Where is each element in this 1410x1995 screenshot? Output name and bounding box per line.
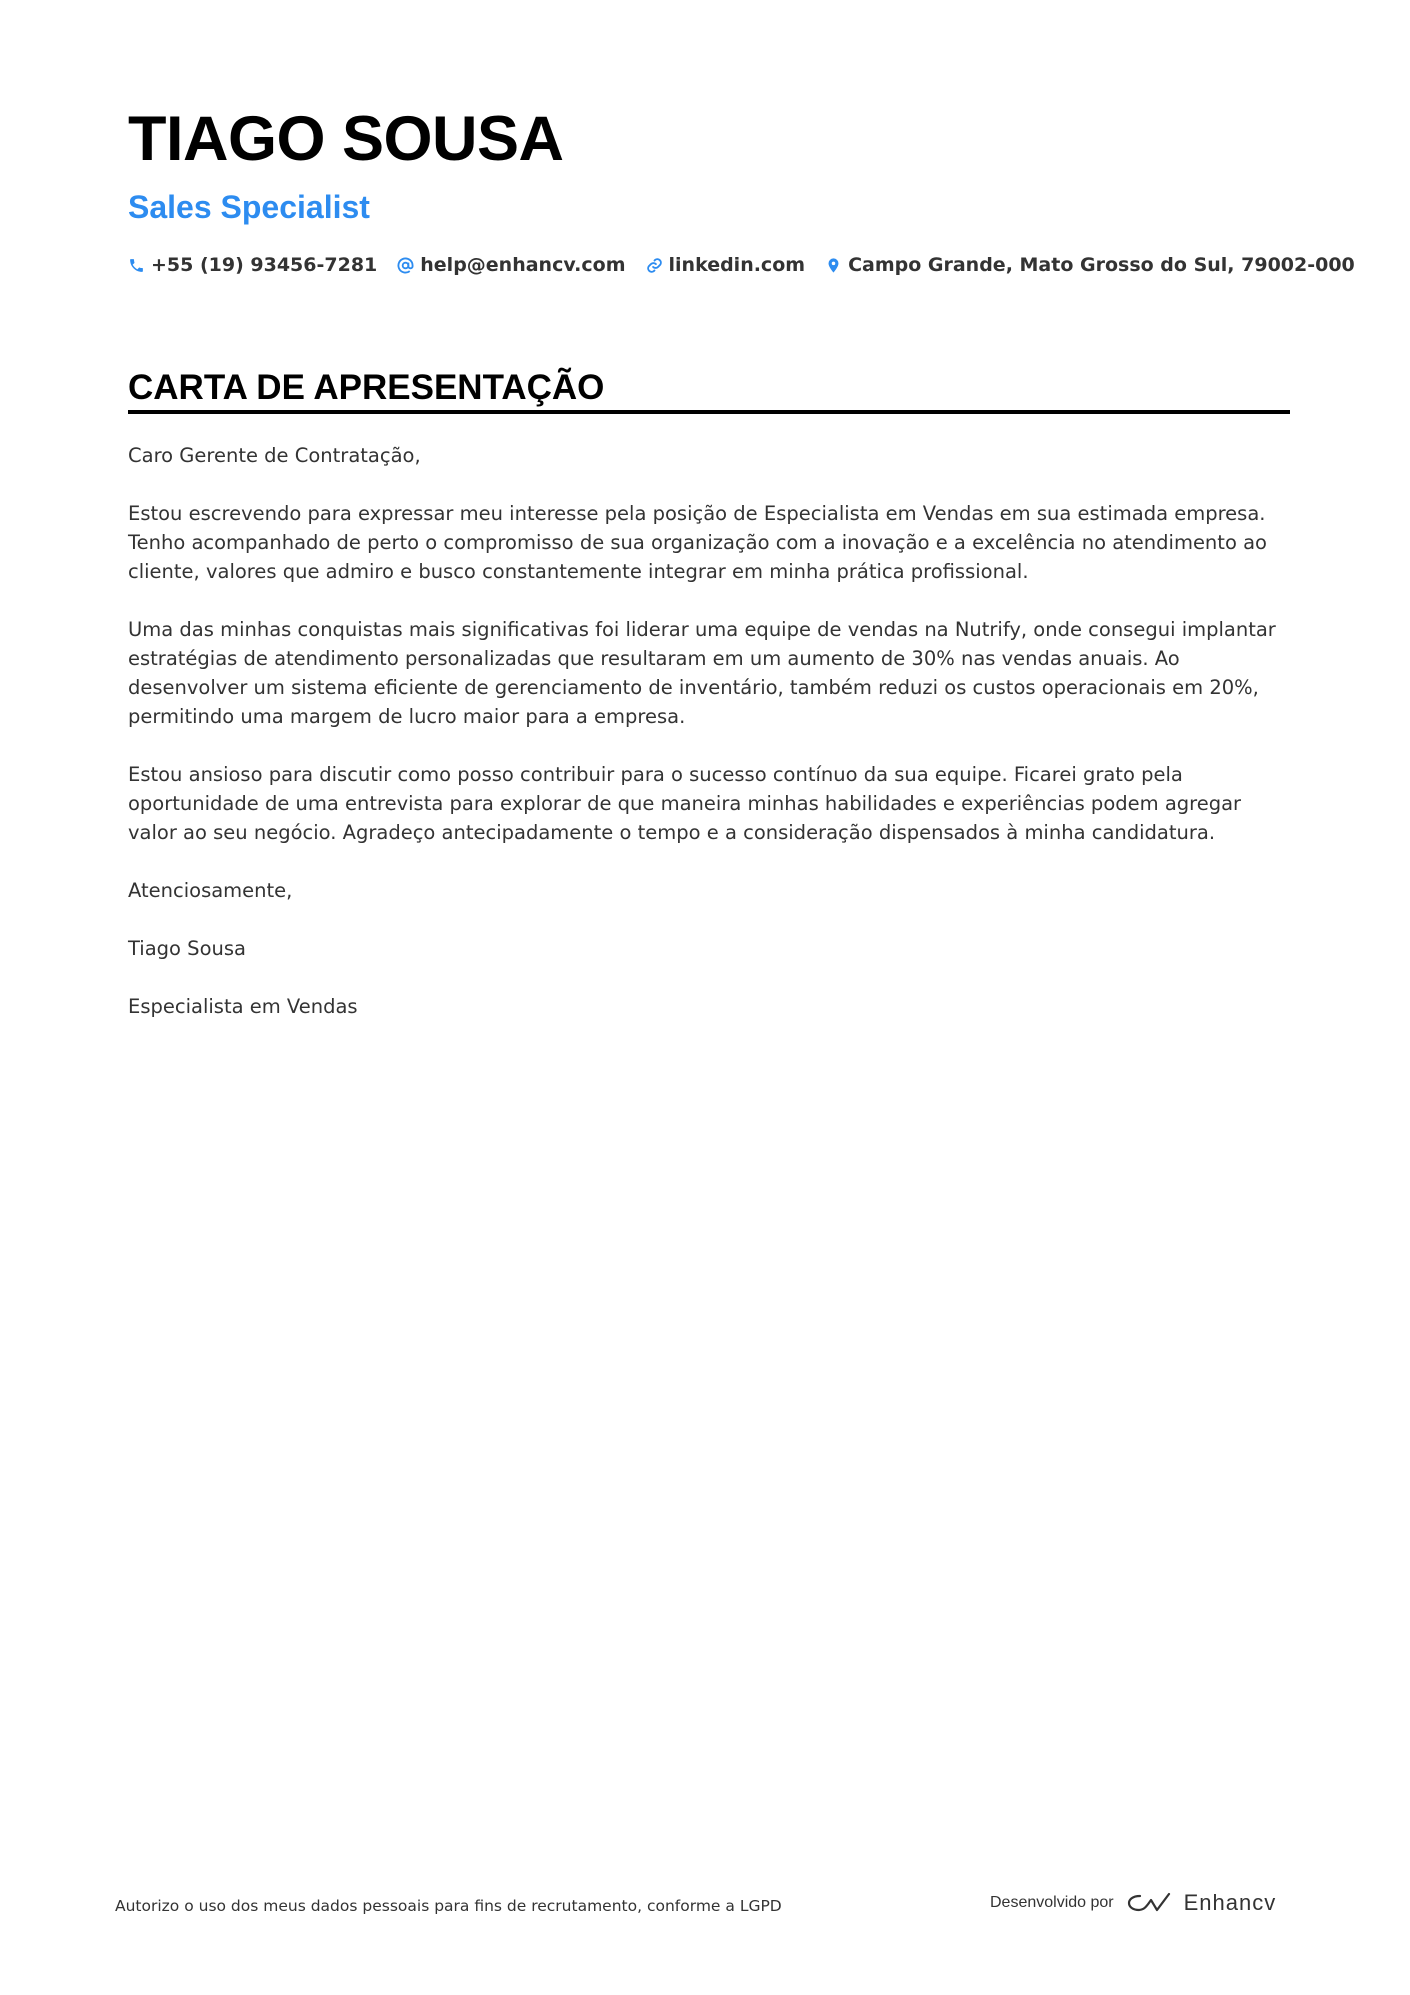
letter-closing: Atenciosamente,	[128, 879, 293, 902]
location-pin-icon	[825, 257, 842, 274]
enhancv-logo-icon	[1126, 1890, 1172, 1916]
section-title: CARTA DE APRESENTAÇÃO	[128, 368, 605, 407]
letter-greeting: Caro Gerente de Contratação,	[128, 444, 421, 467]
contact-location-text: Campo Grande, Mato Grosso do Sul, 79002-000	[848, 254, 1355, 276]
candidate-name: TIAGO SOUSA	[128, 104, 564, 174]
at-icon	[397, 257, 414, 274]
brand-name: Enhancv	[1183, 1890, 1277, 1915]
contact-email-text: help@enhancv.com	[420, 254, 626, 276]
letter-paragraph: Estou ansioso para discutir como posso contribuir para o sucesso contínuo da sua equipe. Ficarei grato pela oportunidade de uma entrevista para explorar de que maneira minhas habilidades e experiências podem agregar valor ao seu negócio. Agradeço antecipadamente o tempo e a consideração dispensados à minha candidatura.	[128, 763, 1242, 844]
contact-phone	[128, 254, 377, 276]
contact-linkedin-text: linkedin.com	[668, 254, 806, 276]
contact-phone-text: +55 (19) 93456-7281	[151, 254, 378, 276]
link-icon	[646, 257, 663, 274]
footer-brand[interactable]	[990, 1890, 1276, 1916]
letter-paragraph: Estou escrevendo para expressar meu interesse pela posição de Especialista em Vendas em sua estimada empresa. Tenho acompanhado de perto o compromisso de sua organização com a inovação e a excelência no atendimento ao cliente, valores que admiro e busco constantemente integrar em minha prática profissional.	[128, 502, 1267, 583]
contact-email[interactable]	[397, 254, 625, 276]
signature-title: Especialista em Vendas	[128, 995, 358, 1018]
contact-location	[825, 254, 1355, 276]
phone-icon	[128, 257, 145, 274]
letter-body	[128, 441, 1290, 1050]
contact-linkedin[interactable]	[646, 254, 806, 276]
job-title: Sales Specialist	[128, 189, 370, 225]
powered-by-label: Desenvolvido por	[990, 1894, 1114, 1911]
signature-name: Tiago Sousa	[128, 937, 246, 960]
section-divider	[128, 410, 1290, 414]
footer-consent: Autorizo o uso dos meus dados pessoais para fins de recrutamento, conforme a LGPD	[115, 1897, 782, 1915]
letter-paragraph: Uma das minhas conquistas mais significativas foi liderar uma equipe de vendas na Nutrify, onde consegui implantar estratégias de atendimento personalizadas que resultaram em um aumento de 30% nas vendas anuais. Ao desenvolver um sistema eficiente de gerenciamento de inventário, também reduzi os custos operacionais em 20%, permitindo uma margem de lucro maior para a empresa.	[128, 618, 1276, 728]
contact-bar	[128, 254, 1375, 276]
